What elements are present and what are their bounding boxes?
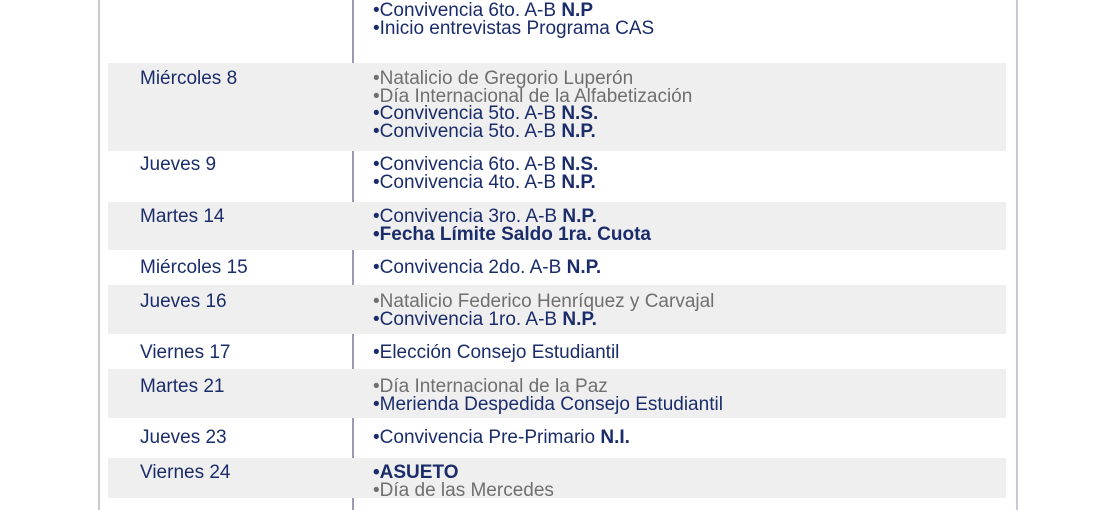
event-line: •Día Internacional de la Alfabetización xyxy=(373,85,693,107)
calendar-row xyxy=(108,0,1006,60)
calendar-row xyxy=(108,250,1006,285)
event-line: •Elección Consejo Estudiantil xyxy=(373,342,620,363)
row-events xyxy=(373,208,651,243)
row-day: Viernes 24 xyxy=(140,462,231,483)
row-events xyxy=(373,156,598,191)
row-day: Viernes 17 xyxy=(140,342,231,363)
calendar-row xyxy=(108,151,1006,202)
event-line: •Merienda Despedida Consejo Estudiantil xyxy=(373,393,723,415)
event-line: •Natalicio Federico Henríquez y Carvajal xyxy=(373,291,715,312)
row-events xyxy=(373,293,714,328)
row-day: Miércoles 8 xyxy=(140,68,238,89)
calendar-row xyxy=(108,369,1006,418)
event-line: •Día de las Mercedes xyxy=(373,479,554,501)
calendar-row xyxy=(108,458,1006,501)
event-line: •Convivencia 6to. A-B N.S. xyxy=(373,154,599,175)
event-line: •Convivencia 4to. A-B N.P. xyxy=(373,171,596,193)
calendar-row xyxy=(108,63,1006,151)
event-line: •Convivencia 1ro. A-B N.P. xyxy=(373,308,597,330)
row-events xyxy=(373,259,601,277)
calendar-row xyxy=(108,202,1006,250)
event-line: •Convivencia 5to. A-B N.P. xyxy=(373,120,596,142)
row-day: Martes 21 xyxy=(140,376,225,397)
row-events xyxy=(373,378,723,413)
event-line: •Convivencia 5to. A-B N.S. xyxy=(373,103,599,124)
row-day: Martes 14 xyxy=(140,206,225,227)
row-day: Miércoles 15 xyxy=(140,257,248,278)
row-day: Jueves 16 xyxy=(140,291,227,312)
event-line: •Convivencia 3ro. A-B N.P. xyxy=(373,206,597,227)
row-events xyxy=(373,2,654,37)
event-line: •Fecha Límite Saldo 1ra. Cuota xyxy=(373,223,651,245)
calendar-row xyxy=(108,334,1006,369)
event-line: •Inicio entrevistas Programa CAS xyxy=(373,17,655,39)
row-day: Jueves 9 xyxy=(140,154,217,175)
event-line: •Natalicio de Gregorio Luperón xyxy=(373,68,634,89)
row-events xyxy=(373,344,619,362)
calendar-row xyxy=(108,418,1006,458)
calendar-row xyxy=(108,285,1006,334)
event-line: •Convivencia Pre-Primario N.I. xyxy=(373,427,630,448)
row-events xyxy=(373,464,554,499)
event-line: •Convivencia 6to. A-B N.P xyxy=(373,0,593,21)
row-events xyxy=(373,70,692,140)
event-line: •Convivencia 2do. A-B N.P. xyxy=(373,257,602,278)
row-day: Jueves 23 xyxy=(140,427,227,448)
event-line: •Día Internacional de la Paz xyxy=(373,376,608,397)
event-line: •ASUETO xyxy=(373,462,459,483)
row-events xyxy=(373,429,630,447)
